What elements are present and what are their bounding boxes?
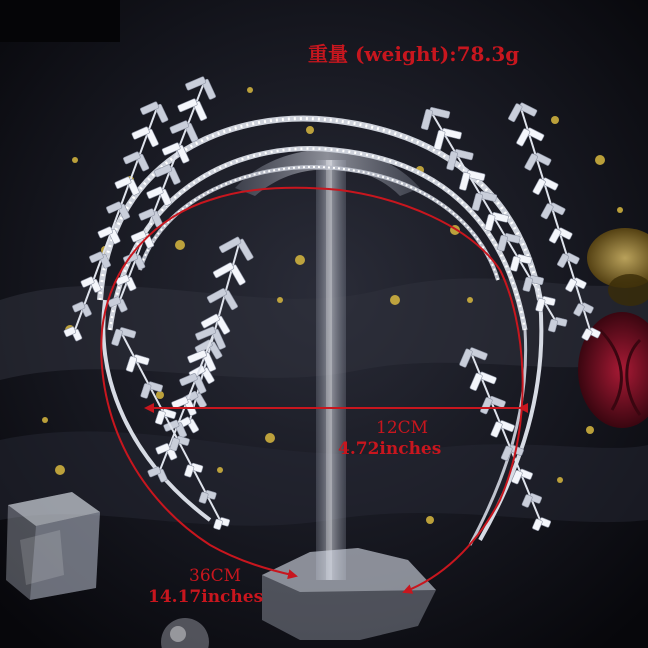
sparkle-dot (617, 207, 623, 213)
sparkle-dot (156, 391, 164, 399)
sparkle-dot (175, 240, 185, 250)
weight-label: 重量 (weight):78.3g (308, 42, 520, 66)
sparkle-dot (72, 157, 78, 163)
sparkle-dot (595, 155, 605, 165)
arc-inches-label: 14.17inches (148, 587, 264, 607)
sparkle-dot (551, 116, 559, 124)
sparkle-dot (42, 417, 48, 423)
sparkle-dot (277, 297, 283, 303)
sparkle-dot (55, 465, 65, 475)
sparkle-dot (557, 477, 563, 483)
sparkle-dot (390, 295, 400, 305)
sparkle-dot (265, 433, 275, 443)
sparkle-dot (217, 467, 223, 473)
sparkle-dot (586, 426, 594, 434)
sparkle-dot (306, 126, 314, 134)
sparkle-dot (295, 255, 305, 265)
sparkle-dot (426, 516, 434, 524)
width-cm-label: 12CM (376, 418, 429, 438)
ice-cube (6, 492, 100, 600)
sparkle-dot (467, 297, 473, 303)
sparkle-dot (247, 87, 253, 93)
width-inches-label: 4.72inches (338, 439, 442, 459)
black-corner-tab (0, 0, 120, 42)
arc-cm-label: 36CM (189, 566, 242, 586)
